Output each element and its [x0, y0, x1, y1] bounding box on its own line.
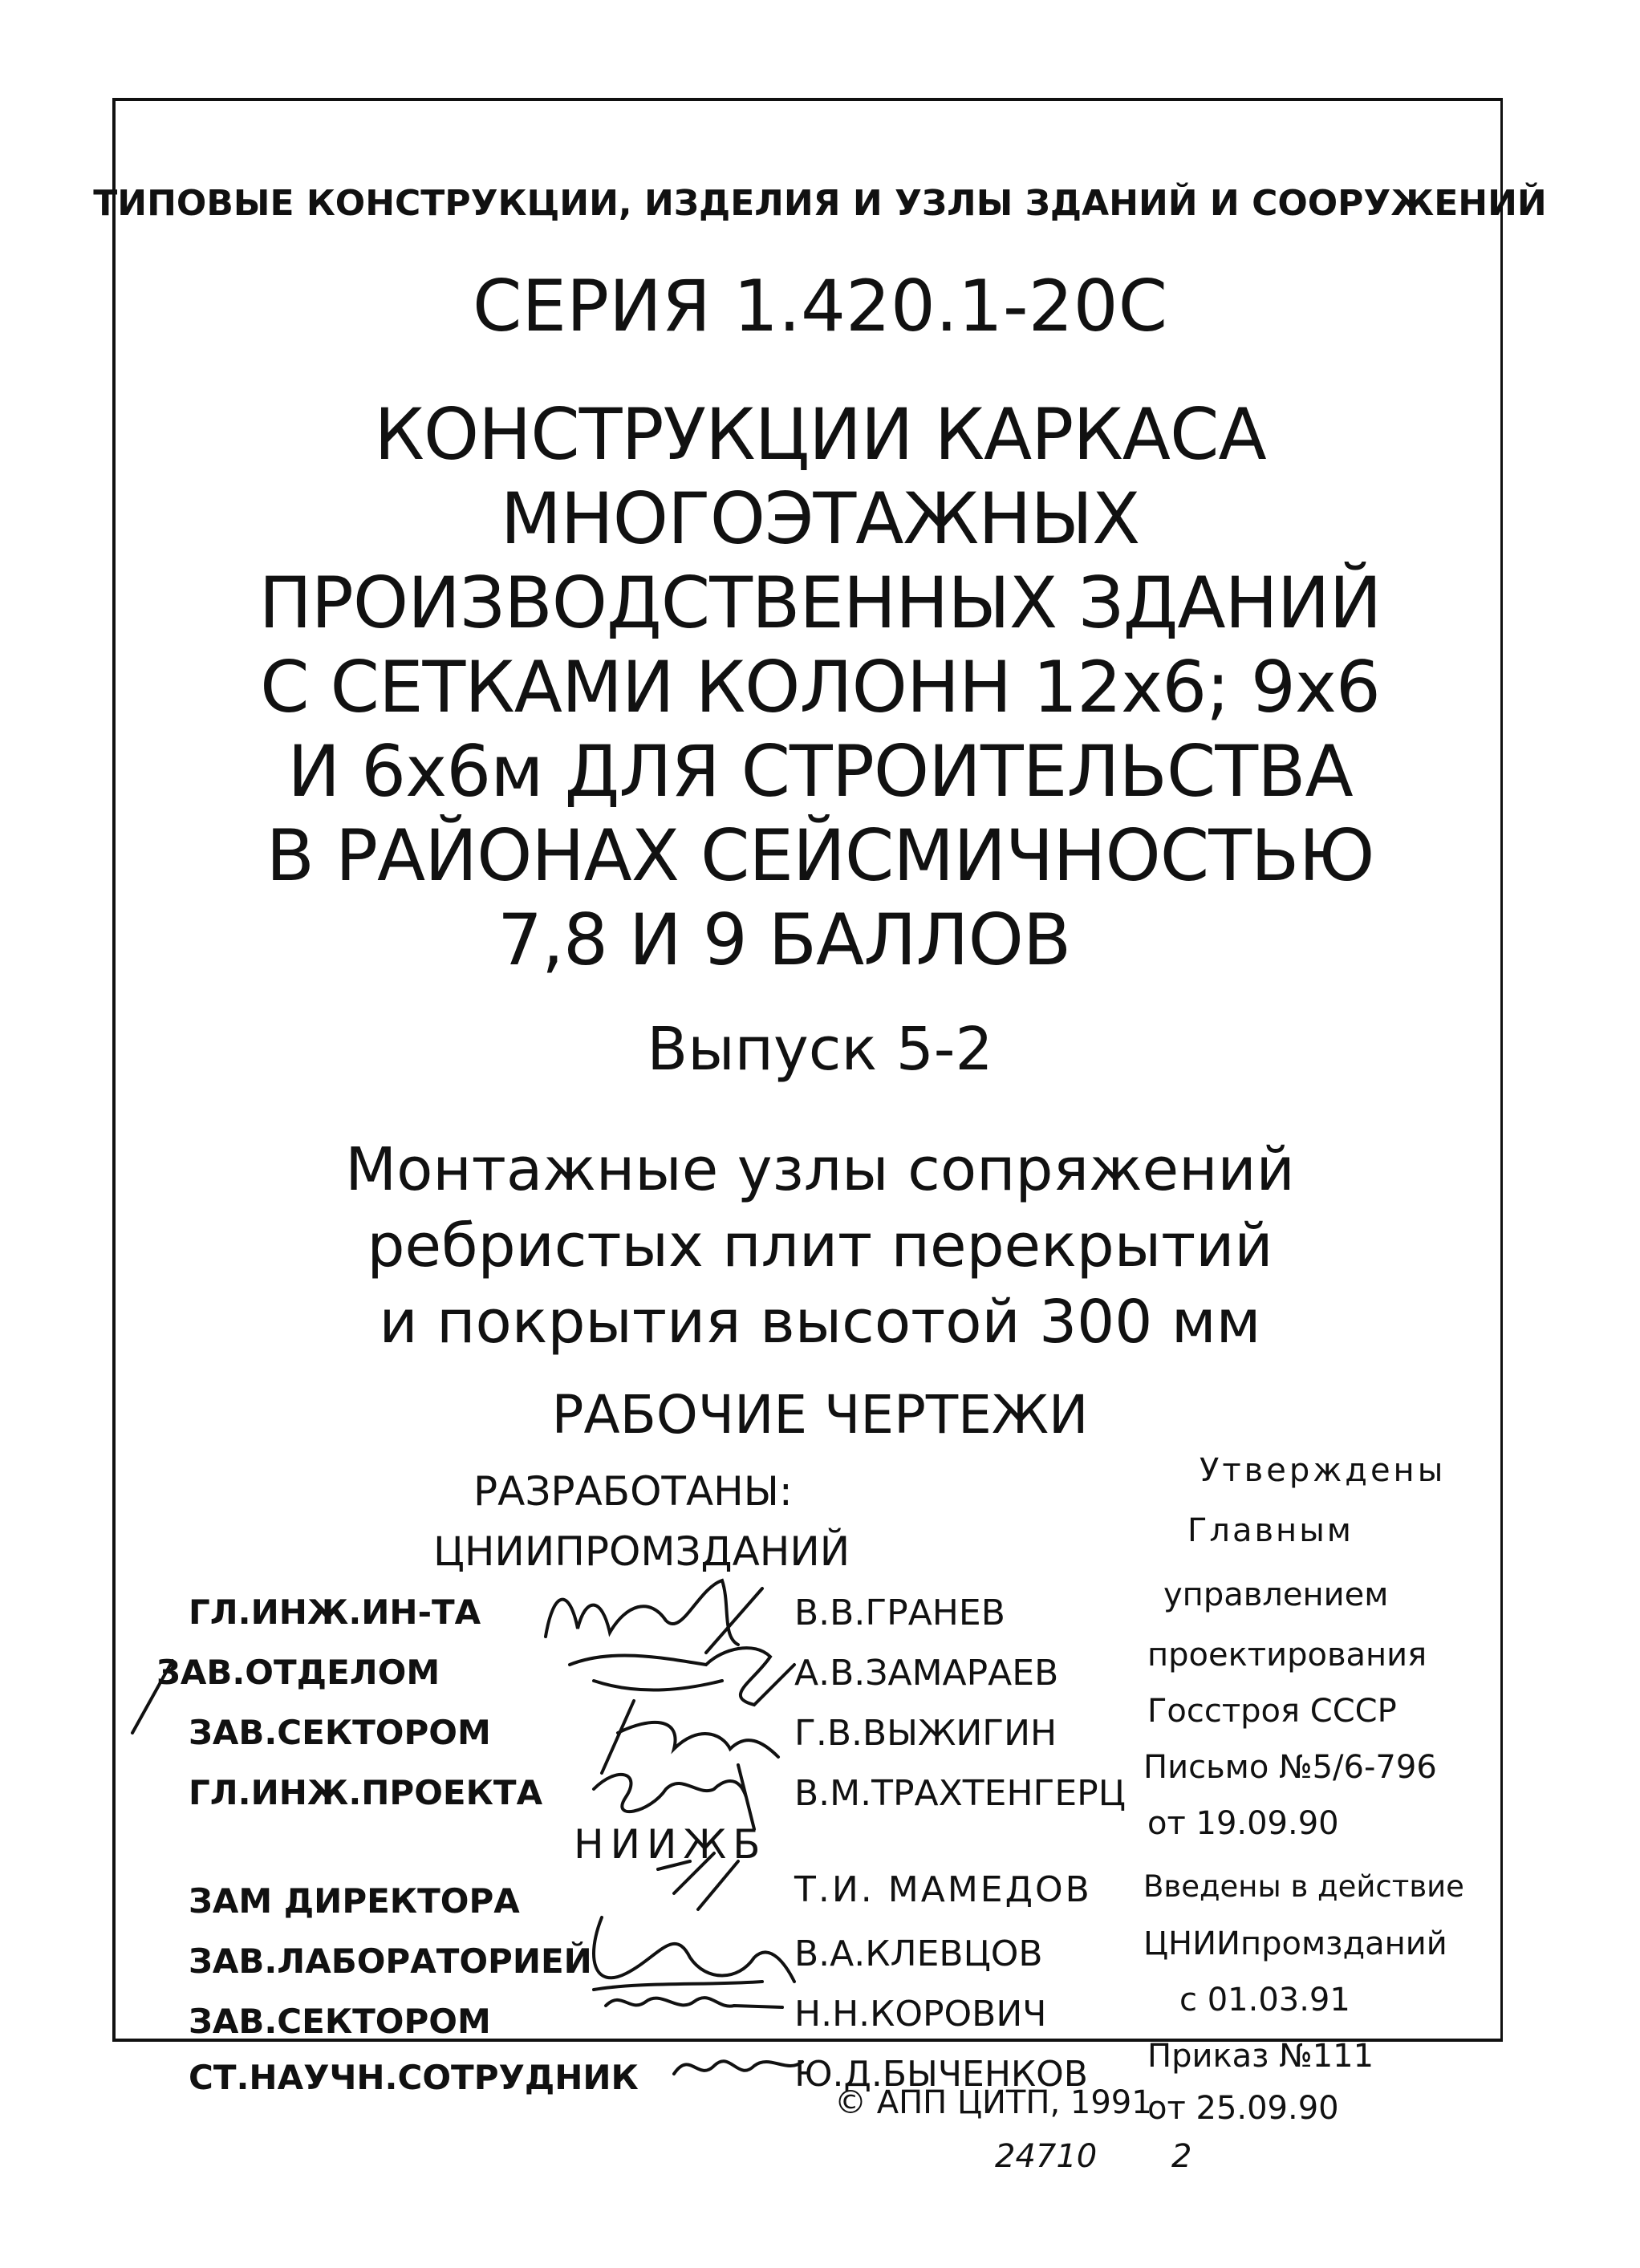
enacted-line: ЦНИИпромзданий	[1143, 1925, 1447, 1962]
approval-line: Госстроя СССР	[1147, 1693, 1397, 1730]
series-number: СЕРИЯ 1.420.1-20С	[472, 265, 1168, 347]
enacted-line: с 01.03.91	[1179, 1982, 1350, 2018]
staff-position: ЗАМ ДИРЕКТОРА	[189, 1881, 520, 1921]
staff-position: ЗАВ.ОТДЕЛОМ	[156, 1653, 440, 1692]
organization-name: НИИЖБ	[574, 1821, 767, 1868]
document-number: 24710	[995, 2138, 1098, 2175]
issue-number: Выпуск 5-2	[647, 1015, 993, 1084]
title-line: В РАЙОНАХ СЕЙСМИЧНОСТЬЮ	[266, 814, 1374, 897]
title-line: С СЕТКАМИ КОЛОНН 12х6; 9х6	[260, 646, 1380, 728]
copyright: © АПП ЦИТП, 1991	[834, 2084, 1152, 2121]
staff-position: ЗАВ.ЛАБОРАТОРИЕЙ	[189, 1941, 592, 1981]
signature-korovich	[598, 1982, 790, 2030]
subtitle-line: Монтажные узлы сопряжений	[345, 1135, 1295, 1204]
signature-trakhtengerts	[578, 1749, 762, 1837]
approval-line: от 19.09.90	[1147, 1805, 1339, 1842]
title-line: И 6х6м ДЛЯ СТРОИТЕЛЬСТВА	[287, 730, 1353, 813]
staff-position: ЗАВ.СЕКТОРОМ	[189, 2002, 491, 2041]
enacted-line: Приказ №111	[1147, 2038, 1374, 2075]
page-number: 2	[1171, 2138, 1192, 2175]
series-header: ТИПОВЫЕ КОНСТРУКЦИИ, ИЗДЕЛИЯ И УЗЛЫ ЗДАНИЙ И СООРУЖЕНИЙ	[93, 183, 1547, 224]
title-line: 7,8 И 9 БАЛЛОВ	[497, 899, 1071, 981]
subtitle-line: ребристых плит перекрытий	[367, 1211, 1273, 1280]
approval-line: Письмо №5/6-796	[1143, 1749, 1437, 1786]
staff-name: В.А.КЛЕВЦОВ	[794, 1933, 1043, 1974]
staff-name: Н.Н.КОРОВИЧ	[794, 1994, 1047, 2035]
staff-name: В.В.ГРАНЕВ	[794, 1592, 1005, 1633]
organization-name: ЦНИИПРОМЗДАНИЙ	[433, 1528, 850, 1575]
staff-name: А.В.ЗАМАРАЕВ	[794, 1653, 1059, 1694]
approval-line: Утверждены	[1200, 1452, 1447, 1489]
subtitle-line: и покрытия высотой 300 мм	[379, 1288, 1261, 1357]
working-drawings-label: РАБОЧИЕ ЧЕРТЕЖИ	[551, 1384, 1089, 1446]
developed-by-label: РАЗРАБОТАНЫ:	[473, 1468, 793, 1515]
enacted-line: от 25.09.90	[1147, 2090, 1339, 2127]
staff-name: В.М.ТРАХТЕНГЕРЦ	[794, 1773, 1126, 1814]
staff-position: ГЛ.ИНЖ.ИН-ТА	[189, 1592, 481, 1632]
staff-name: Т.И. МАМЕДОВ	[794, 1869, 1092, 1910]
margin-mark	[124, 1653, 181, 1741]
enacted-line: Введены в действие	[1143, 1869, 1464, 1904]
staff-name: Г.В.ВЫЖИГИН	[794, 1713, 1057, 1754]
signature-bychenkov	[666, 2042, 810, 2098]
approval-line: Главным	[1187, 1512, 1354, 1549]
title-line: МНОГОЭТАЖНЫХ	[500, 477, 1140, 560]
approval-line: управлением	[1163, 1576, 1389, 1613]
staff-position: ЗАВ.СЕКТОРОМ	[189, 1713, 491, 1752]
title-line: КОНСТРУКЦИИ КАРКАСА	[374, 393, 1266, 476]
staff-name: Ю.Д.БЫЧЕНКОВ	[794, 2054, 1088, 2095]
staff-position: ГЛ.ИНЖ.ПРОЕКТА	[189, 1773, 543, 1812]
approval-line: проектирования	[1147, 1637, 1427, 1674]
signature-mamedov	[642, 1845, 754, 1917]
title-line: ПРОИЗВОДСТВЕННЫХ ЗДАНИЙ	[258, 562, 1382, 644]
staff-position: СТ.НАУЧН.СОТРУДНИК	[189, 2058, 639, 2097]
